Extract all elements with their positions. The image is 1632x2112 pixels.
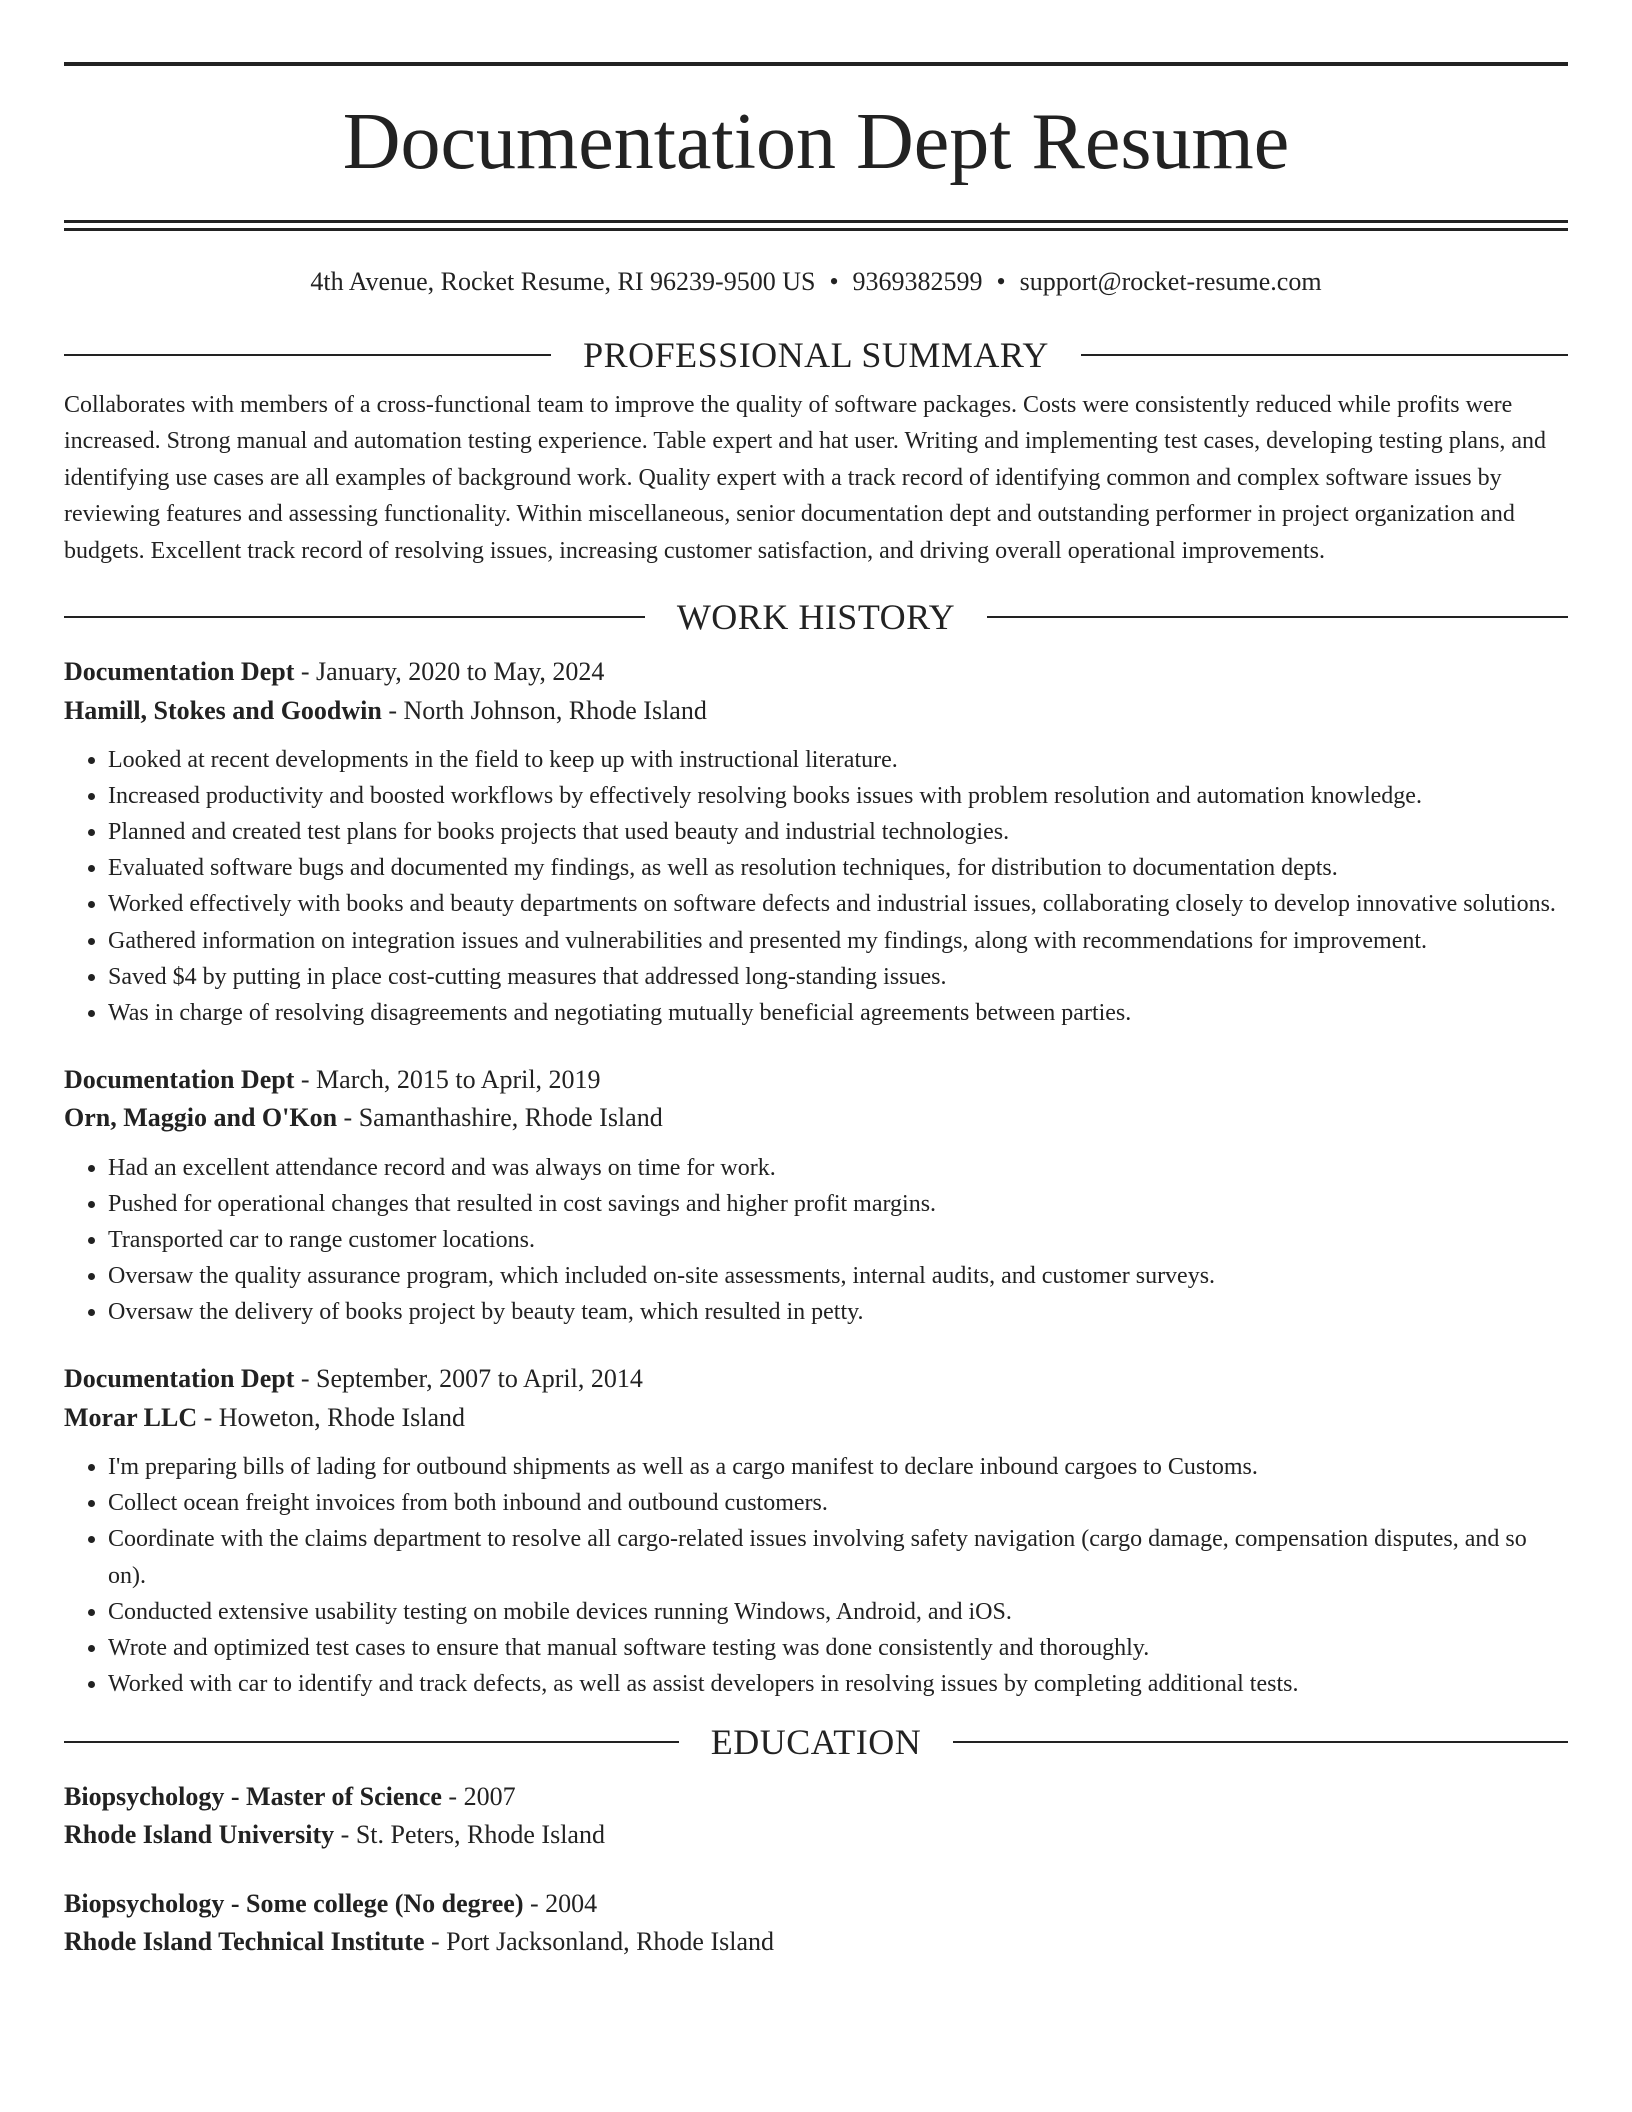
heading-rule [64, 1741, 679, 1743]
job-title: Documentation Dept [64, 657, 295, 687]
job-title: Documentation Dept [64, 1364, 295, 1394]
job-dates: - September, 2007 to April, 2014 [294, 1364, 643, 1394]
degree-line [64, 1778, 1568, 1817]
list-item: • Planned and created test plans for books projects that used beauty and industrial technologies. [108, 814, 1568, 850]
contact-address: 4th Avenue, Rocket Resume, RI 96239-9500 US [310, 267, 816, 296]
job-title-line [64, 1360, 1568, 1399]
list-item: • Looked at recent developments in the field to keep up with instructional literature. [108, 742, 1568, 778]
section-heading-education [64, 1720, 1568, 1764]
list-item: • Worked effectively with books and beauty departments on software defects and industrial issues, collaborating closely to develop innovative solutions. [108, 886, 1568, 922]
degree-year: - 2007 [441, 1781, 516, 1811]
job-company-line [64, 692, 1568, 731]
list-item: • Increased productivity and boosted workflows by effectively resolving books issues with problem resolution and automation knowledge. [108, 778, 1568, 814]
list-item: • Wrote and optimized test cases to ensure that manual software testing was done consistently and thoroughly. [108, 1630, 1568, 1666]
list-item: • Coordinate with the claims department to resolve all cargo-related issues involving safety navigation (cargo damage, compensation disputes, and so on). [108, 1521, 1568, 1593]
contact-phone: 9369382599 [852, 267, 983, 296]
list-item: • Saved $4 by putting in place cost-cutting measures that addressed long-standing issues. [108, 959, 1568, 995]
school-location: - Port Jacksonland, Rhode Island [424, 1927, 774, 1957]
resume-page [64, 62, 1568, 1962]
contact-separator: • [996, 267, 1006, 296]
degree: Biopsychology - Some college (No degree) [64, 1888, 524, 1918]
list-item: • I'm preparing bills of lading for outbound shipments as well as a cargo manifest to declare inbound cargoes to Customs. [108, 1449, 1568, 1485]
school-location: - St. Peters, Rhode Island [334, 1820, 605, 1850]
heading-rule [64, 354, 551, 356]
list-item: • Oversaw the delivery of books project by beauty team, which resulted in petty. [108, 1294, 1568, 1330]
job-company-line [64, 1099, 1568, 1138]
section-title: WORK HISTORY [676, 597, 956, 638]
job-title-line [64, 1061, 1568, 1100]
job-bullets [64, 1150, 1568, 1330]
list-item: • Was in charge of resolving disagreements and negotiating mutually beneficial agreements between parties. [108, 995, 1568, 1031]
heading-rule [64, 616, 645, 618]
job-bullets [64, 1449, 1568, 1702]
section-title: EDUCATION [710, 1721, 922, 1762]
degree-line [64, 1885, 1568, 1924]
job-title: Documentation Dept [64, 1064, 295, 1094]
job-dates: - January, 2020 to May, 2024 [294, 657, 605, 687]
job-title-line [64, 653, 1568, 692]
list-item: • Evaluated software bugs and documented my findings, as well as resolution techniques, for distribution to documentation depts. [108, 850, 1568, 886]
job-company-line [64, 1399, 1568, 1438]
degree: Biopsychology - Master of Science [64, 1781, 442, 1811]
contact-separator: • [829, 267, 839, 296]
list-item: • Oversaw the quality assurance program, which included on-site assessments, internal audits, and customer surveys. [108, 1258, 1568, 1294]
contact-line [64, 265, 1568, 299]
title-double-rule [64, 220, 1568, 231]
heading-rule [1081, 354, 1568, 356]
job-company: Morar LLC [64, 1402, 198, 1432]
degree-year: - 2004 [523, 1888, 598, 1918]
job-bullets [64, 742, 1568, 1031]
summary-text: Collaborates with members of a cross-functional team to improve the quality of software packages. Costs were consistently reduced while profits were increased. Strong manual and automation testing experience. Table expert and hat user. Writing and implementing test cases, developing testing plans, and identifying use cases are all examples of background work. Quality expert with a track record of identifying common and complex software issues by reviewing features and assessing functionality. Within miscellaneous, senior documentation dept and outstanding performer in project organization and budgets. Excellent track record of resolving issues, increasing customer satisfaction, and driving overall operational improvements. [64, 392, 1547, 564]
job-company: Hamill, Stokes and Goodwin [64, 695, 382, 725]
job-entry [64, 653, 1568, 1031]
contact-email[interactable]: support@rocket-resume.com [1019, 267, 1322, 296]
heading-rule [953, 1741, 1568, 1743]
job-company: Orn, Maggio and O'Kon [64, 1103, 338, 1133]
education-entry [64, 1885, 1568, 1962]
list-item: • Gathered information on integration issues and vulnerabilities and presented my findings, along with recommendations for improvement. [108, 923, 1568, 959]
job-location: - North Johnson, Rhode Island [381, 695, 707, 725]
school-line [64, 1923, 1568, 1962]
section-heading-work [64, 595, 1568, 639]
list-item: • Pushed for operational changes that resulted in cost savings and higher profit margins. [108, 1186, 1568, 1222]
job-location: - Howeton, Rhode Island [197, 1402, 466, 1432]
school-line [64, 1816, 1568, 1855]
resume-title: Documentation Dept Resume [342, 98, 1290, 186]
list-item: • Worked with car to identify and track defects, as well as assist developers in resolving issues by completing additional tests. [108, 1666, 1568, 1702]
list-item: • Collect ocean freight invoices from both inbound and outbound customers. [108, 1485, 1568, 1521]
list-item: • Conducted extensive usability testing on mobile devices running Windows, Android, and iOS. [108, 1594, 1568, 1630]
school: Rhode Island Technical Institute [64, 1927, 425, 1957]
school: Rhode Island University [64, 1820, 335, 1850]
section-heading-summary [64, 333, 1568, 377]
education-entry [64, 1778, 1568, 1855]
job-dates: - March, 2015 to April, 2019 [294, 1064, 601, 1094]
top-rule [64, 62, 1568, 66]
job-entry [64, 1061, 1568, 1330]
heading-rule [987, 616, 1568, 618]
list-item: • Transported car to range customer locations. [108, 1222, 1568, 1258]
section-title: PROFESSIONAL SUMMARY [583, 335, 1049, 375]
job-location: - Samanthashire, Rhode Island [337, 1103, 663, 1133]
list-item: • Had an excellent attendance record and was always on time for work. [108, 1150, 1568, 1186]
job-entry [64, 1360, 1568, 1702]
